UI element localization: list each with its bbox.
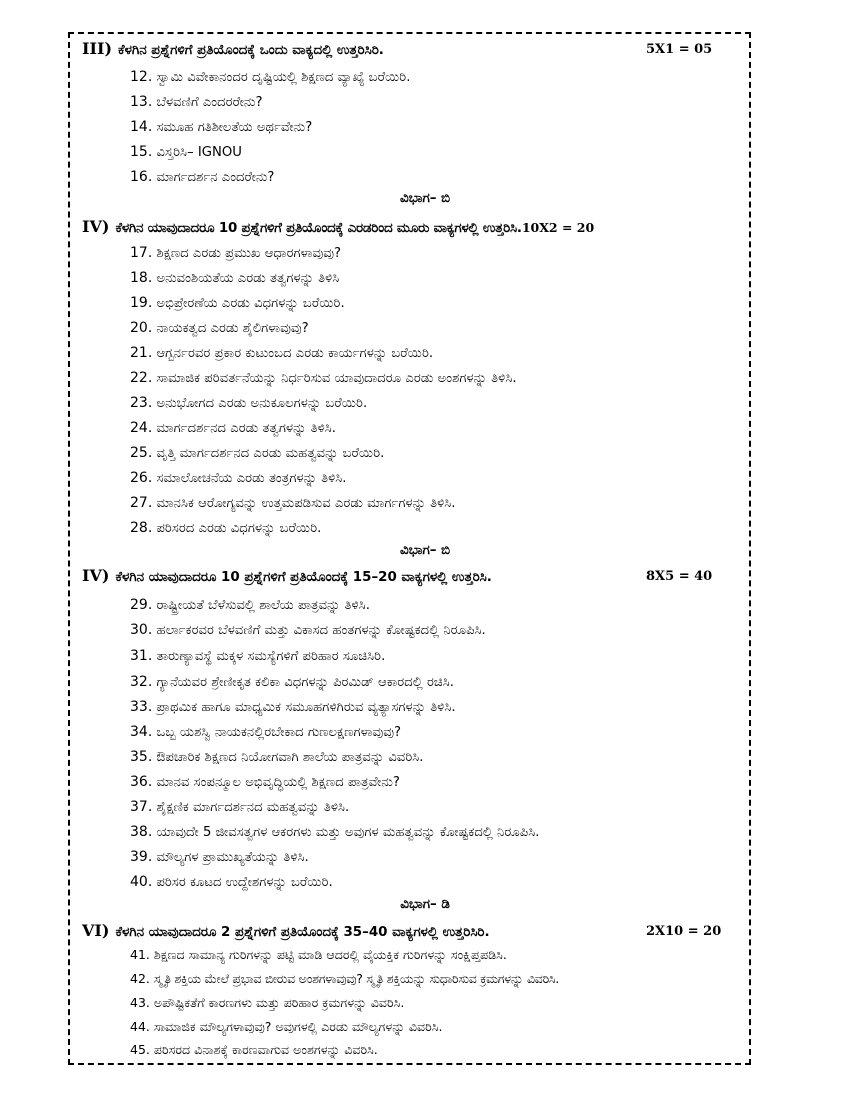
question-number: 34. [130,724,153,740]
question-item [130,848,309,867]
question-text: ಮಾರ್ಗದರ್ಶನ ಎಂದರೇನು? [156,170,275,185]
question-item [130,798,349,817]
question-number: 39. [130,849,153,865]
question-item [130,946,507,964]
question-number: 14. [130,119,153,135]
question-text: ಶಿಕ್ಷಣದ ಸಾಮಾನ್ಯ ಗುರಿಗಳನ್ನು ಪಟ್ಟಿ ಮಾಡಿ ಆದರಲ್ಲಿ ವೈಯಕ್ತಿಕ ಗುರಿಗಳನ್ನು ಸಂಕ್ಷಿಪ್ತಪಡಿಸಿ. [153,947,507,962]
question-text: ಅನುವಂಶಿಯತೆಯ ಎರಡು ತತ್ವಗಳನ್ನು ತಿಳಿಸಿ [156,271,340,286]
section-number: III) [82,39,113,58]
question-item [130,68,410,87]
question-number: 12. [130,69,153,85]
question-item [130,143,242,162]
question-number: 20. [130,320,153,336]
section-marks: 10X2 = 20 [521,220,595,235]
question-text: ಗ್ಯಾನೆಯವರ ಶ್ರೇಣೀಕೃತ ಕಲಿಕಾ ವಿಧಗಳನ್ನು ಪಿರಮಿಡ್ ಆಕಾರದಲ್ಲಿ ರಚಿಸಿ. [156,675,454,690]
section-title-text: ವಿಭಾಗ– ಬಿ [399,543,451,558]
question-text: ಯಾವುದೇ 5 ಜೀವಸತ್ವಗಳ ಆಕರಗಳು ಮತ್ತು ಅವುಗಳ ಮಹತ್ವವನ್ನು ಕೋಷ್ಟಕದಲ್ಲಿ ನಿರೂಪಿಸಿ. [156,825,540,840]
question-text: ಅಪೌಷ್ಟಿಕತೆಗೆ ಕಾರಣಗಳು ಮತ್ತು ಪರಿಹಾರ ಕ್ರಮಗಳನ್ನು ವಿವರಿಸಿ. [153,995,405,1010]
section-marks: 8X5 = 40 [646,569,713,584]
question-item [130,773,400,792]
question-text: ವಿಸ್ತರಿಸಿ– IGNOU [156,145,242,160]
question-number: 33. [130,699,153,715]
question-number: 28. [130,520,153,536]
section-header [82,218,594,238]
question-item [130,469,346,488]
question-item [130,519,321,538]
section-instruction: ಕೆಳಗಿನ ಯಾವುದಾದರೂ 2 ಪ್ರಶ್ನೆಗಳಿಗೆ ಪ್ರತಿಯೊಂದಕ್ಕೆ 35–40 ವಾಕ್ಯಗಳಲ್ಲಿ ಉತ್ತರಿಸಿರಿ. [115,925,490,940]
question-text: ಮಾನವ ಸಂಪನ್ಮೂಲ ಅಭಿವೃದ್ಧಿಯಲ್ಲಿ ಶಿಕ್ಷಣದ ಪಾತ್ರವೇನು? [156,775,400,790]
question-number: 19. [130,295,153,311]
question-item [130,698,456,717]
question-text: ಅನುಭೋಗದ ಎರಡು ಅನುಕೂಲಗಳನ್ನು ಬರೆಯಿರಿ. [156,396,368,411]
question-number: 26. [130,470,153,486]
question-item [130,394,367,413]
question-text: ಪ್ರಾಥಮಿಕ ಹಾಗೂ ಮಾಧ್ಯಮಿಕ ಸಮೂಹಗಳಿಗಿರುವ ವ್ಯತ್ಯಾಸಗಳನ್ನು ತಿಳಿಸಿ. [156,700,456,715]
question-text: ಮೌಲ್ಯಗಳ ಪ್ರಾಮುಖ್ಯತೆಯನ್ನು ತಿಳಿಸಿ. [156,850,309,865]
question-number: 27. [130,495,153,511]
question-text: ಸಾಮಾಜಿಕ ಪರಿವರ್ತನೆಯನ್ನು ನಿರ್ಧರಿಸುವ ಯಾವುದಾದರೂ ಎರಡು ಅಂಶಗಳನ್ನು ತಿಳಿಸಿ. [156,371,517,386]
question-item [130,596,370,615]
question-number: 17. [130,245,153,261]
question-number: 18. [130,270,153,286]
section-number: IV) [82,566,110,585]
question-text: ಬೆಳವಣಿಗೆ ಎಂದರರೇನು? [156,95,263,110]
question-text: ಸಮೂಹ ಗತಿಶೀಲತೆಯ ಅರ್ಥವೇನು? [156,120,313,135]
question-item [130,168,274,187]
question-text: ಸ್ವಾಮಿ ವಿವೇಕಾನಂದರ ದೃಷ್ಟಿಯಲ್ಲಿ ಶಿಕ್ಷಣದ ವ್ಯಾಖ್ಯೆ ಬರೆಯಿರಿ. [156,70,411,85]
question-item [130,269,339,288]
section-title-text: ವಿಭಾಗ– ಬಿ [399,191,451,206]
question-number: 16. [130,169,153,185]
question-text: ಹರ್ಲಾಕರವರ ಬೆಳವಣಿಗೆ ಮತ್ತು ವಿಕಾಸದ ಹಂತಗಳನ್ನು ಕೋಷ್ಟಕದಲ್ಲಿ ನಿರೂಪಿಸಿ. [156,623,486,638]
question-text: ಔಪಚಾರಿಕ ಶಿಕ್ಷಣದ ನಿಯೋಗವಾಗಿ ಶಾಲೆಯ ಪಾತ್ರವನ್ನು ವಿವರಿಸಿ. [156,750,424,765]
question-item [130,647,385,666]
question-text: ಪರಿಸರದ ವಿನಾಶಕ್ಕೆ ಕಾರಣವಾಗುವ ಅಂಶಗಳನ್ನು ವಿವರಿಸಿ. [153,1042,378,1057]
question-item [130,994,404,1012]
question-item [130,369,517,388]
question-text: ವೃತ್ತಿ ಮಾರ್ಗದರ್ಶನದ ಎರಡು ಮಹತ್ವವನ್ನು ಬರೆಯಿರಿ. [156,446,385,461]
question-number: 37. [130,799,153,815]
question-number: 30. [130,622,153,638]
question-number: 22. [130,370,153,386]
question-text: ನಾಯಕತ್ವದ ಎರಡು ಶೈಲಿಗಳಾವುವು? [156,321,309,336]
question-item [130,244,341,263]
section-title [0,190,850,208]
question-text: ಶೈಕ್ಷಣಿಕ ಮಾರ್ಗದರ್ಶನದ ಮಹತ್ವವನ್ನು ತಿಳಿಸಿ. [156,800,350,815]
question-text: ಸ್ಮೃತಿ ಶಕ್ತಿಯ ಮೇಲೆ ಪ್ರಭಾವ ಬೀರುವ ಅಂಶಗಳಾವುವು? ಸ್ಮೃತಿ ಶಕ್ತಿಯನ್ನು ಸುಧಾರಿಸುವ ಕ್ರಮಗಳನ್ನು ವಿವರಿಸಿ. [153,971,560,986]
question-number: 32. [130,674,153,690]
section-header [82,40,384,60]
section-title [0,542,850,560]
section-number: VI) [82,921,110,940]
question-item [130,494,456,513]
question-text: ಮಾರ್ಗದರ್ಶನದ ಎರಡು ತತ್ವಗಳನ್ನು ತಿಳಿಸಿ. [156,421,336,436]
question-number: 42. [130,971,150,986]
question-item [130,673,454,692]
question-text: ಶಿಕ್ಷಣದ ಎರಡು ಪ್ರಮುಖ ಆಧಾರಗಳಾವುವು? [156,246,341,261]
section-number: IV) [82,217,110,236]
question-item [130,823,539,842]
question-item [130,344,433,363]
section-title [0,896,850,914]
question-number: 35. [130,749,153,765]
question-number: 44. [130,1019,150,1034]
question-item [130,118,312,137]
question-text: ರಾಷ್ಟ್ರೀಯತೆ ಬೆಳೆಸುವಲ್ಲಿ ಶಾಲೆಯ ಪಾತ್ರವನ್ನು ತಿಳಿಸಿ. [156,598,370,613]
question-number: 43. [130,995,150,1010]
question-text: ತಾರುಣ್ಯಾವಸ್ಥೆ ಮಕ್ಕಳ ಸಮಸ್ಯೆಗಳಿಗೆ ಪರಿಹಾರ ಸೂಚಿಸಿರಿ. [156,649,386,664]
question-item [130,319,309,338]
question-item [130,621,486,640]
question-number: 21. [130,345,153,361]
question-number: 40. [130,874,153,890]
question-item [130,294,345,313]
question-text: ಪರಿಸರ ಕೂಟದ ಉದ್ದೇಶಗಳನ್ನು ಬರೆಯಿರಿ. [156,875,333,890]
section-header [82,567,492,587]
question-number: 36. [130,774,153,790]
question-item [130,748,424,767]
section-instruction: ಕೆಳಗಿನ ಯಾವುದಾದರೂ 10 ಪ್ರಶ್ನೆಗಳಿಗೆ ಪ್ರತಿಯೊಂದಕ್ಕೆ ಎರಡರಿಂದ ಮೂರು ವಾಕ್ಯಗಳಲ್ಲಿ ಉತ್ತರಿಸಿ. [115,221,522,236]
question-number: 38. [130,824,153,840]
section-instruction: ಕೆಳಗಿನ ಪ್ರಶ್ನೆಗಳಿಗೆ ಪ್ರತಿಯೊಂದಕ್ಕೆ ಒಂದು ವಾಕ್ಯದಲ್ಲಿ ಉತ್ತರಿಸಿರಿ. [118,43,384,58]
question-item [130,1041,378,1059]
question-text: ಸಮಾಲೋಚನೆಯ ಎರಡು ತಂತ್ರಗಳನ್ನು ತಿಳಿಸಿ. [156,471,347,486]
question-item [130,873,333,892]
question-number: 29. [130,597,153,613]
question-item [130,419,336,438]
question-item [130,1018,442,1036]
question-text: ಪರಿಸರದ ಎರಡು ವಿಧಗಳನ್ನು ಬರೆಯಿರಿ. [156,521,322,536]
section-instruction: ಕೆಳಗಿನ ಯಾವುದಾದರೂ 10 ಪ್ರಶ್ನೆಗಳಿಗೆ ಪ್ರತಿಯೊಂದಕ್ಕೆ 15–20 ವಾಕ್ಯಗಳಲ್ಲಿ ಉತ್ತರಿಸಿ. [115,570,492,585]
question-item [130,723,401,742]
question-item [130,970,559,988]
question-text: ಸಾಮಾಜಿಕ ಮೌಲ್ಯಗಳಾವುವು? ಅವುಗಳಲ್ಲಿ ಎರಡು ಮೌಲ್ಯಗಳನ್ನು ವಿವರಿಸಿ. [153,1019,443,1034]
question-text: ಆಗ್ಬರ್ನರವರ ಪ್ರಕಾರ ಕುಟುಂಬದ ಎರಡು ಕಾರ್ಯಗಳನ್ನು ಬರೆಯಿರಿ. [156,346,434,361]
question-item [130,444,384,463]
section-title-text: ವಿಭಾಗ– ಡಿ [400,897,450,912]
question-text: ಅಭಿಪ್ರೇರಣೆಯ ಎರಡು ವಿಧಗಳನ್ನು ಬರೆಯಿರಿ. [156,296,345,311]
question-number: 25. [130,445,153,461]
section-marks: 5X1 = 05 [646,42,713,57]
question-number: 24. [130,420,153,436]
question-number: 23. [130,395,153,411]
question-number: 41. [130,947,150,962]
question-number: 13. [130,94,153,110]
question-number: 31. [130,648,153,664]
section-header [82,922,490,942]
section-marks: 2X10 = 20 [646,924,722,939]
question-item [130,93,262,112]
question-number: 15. [130,144,153,160]
question-number: 45. [130,1042,150,1057]
question-text: ಮಾನಸಿಕ ಆರೋಗ್ಯವನ್ನು ಉತ್ತಮಪಡಿಸುವ ಎರಡು ಮಾರ್ಗಗಳನ್ನು ತಿಳಿಸಿ. [156,496,456,511]
question-text: ಒಬ್ಬ ಯಶಸ್ವಿ ನಾಯಕನಲ್ಲಿರಬೇಕಾದ ಗುಣಲಕ್ಷಣಗಳಾವುವು? [156,725,401,740]
